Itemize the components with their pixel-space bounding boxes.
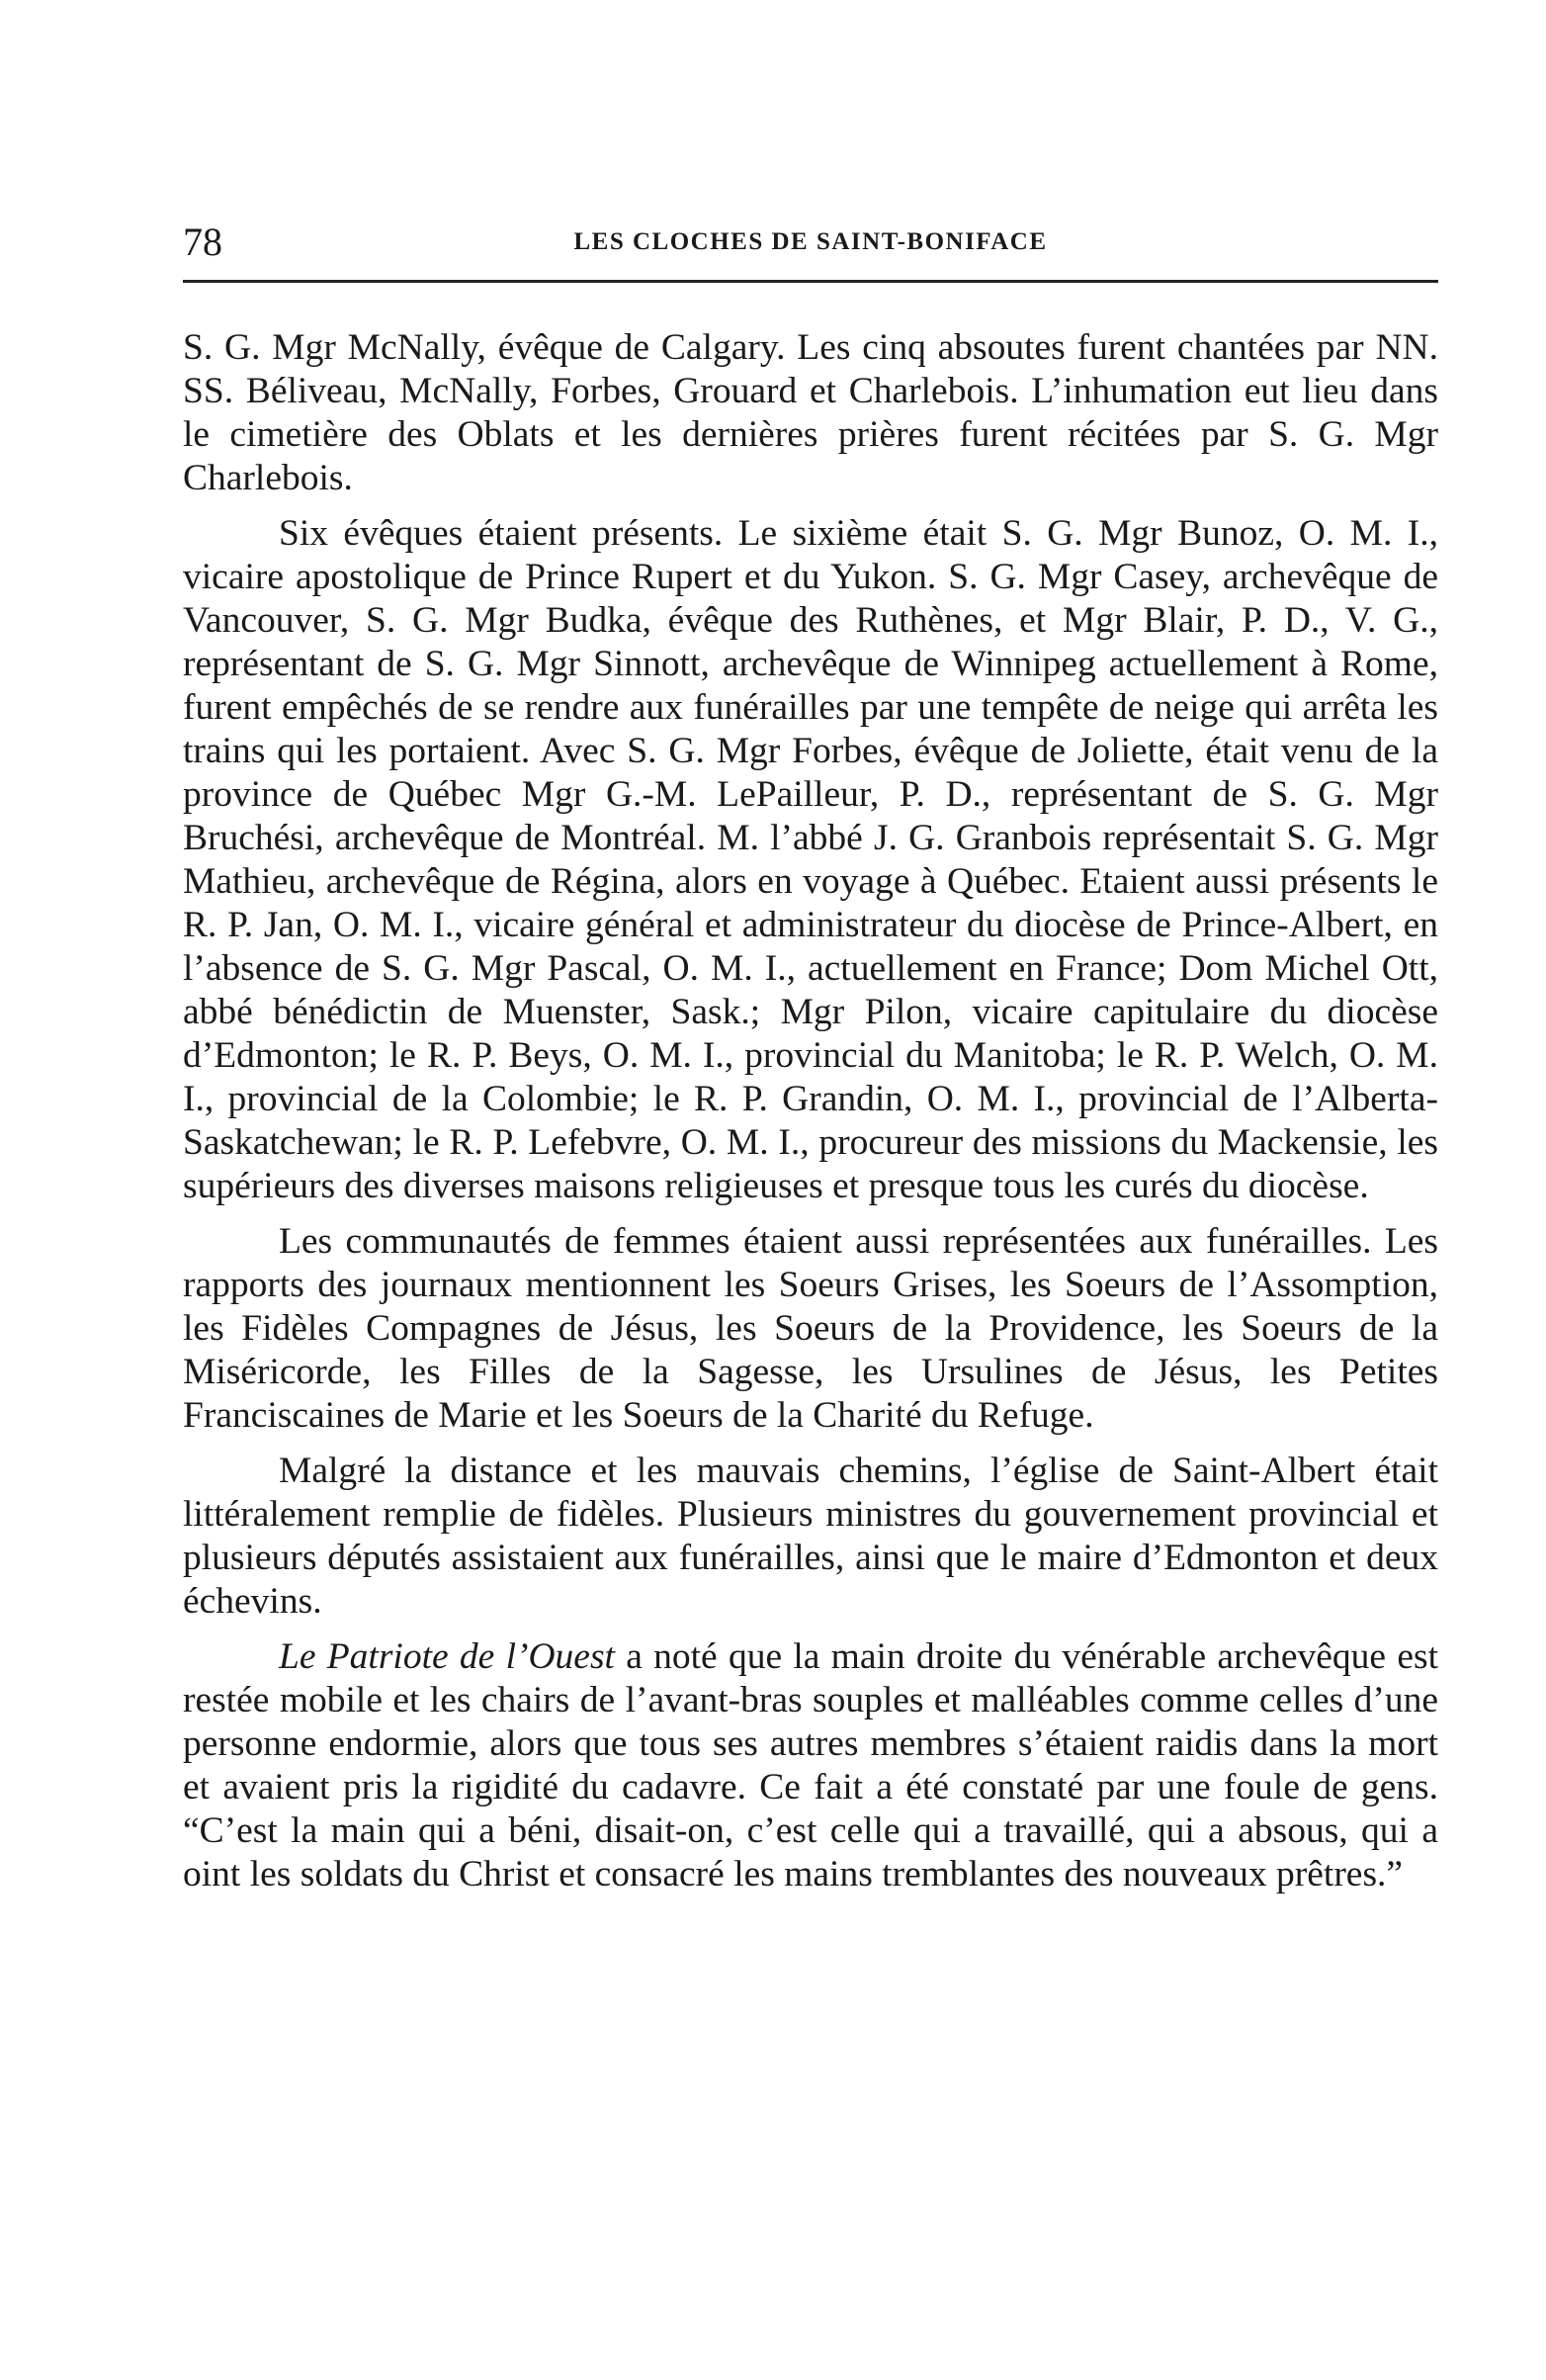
page-header <box>183 213 1438 272</box>
paragraph: Malgré la distance et les mauvais chemins, l’église de Saint-Albert était littéralement remplie de fidèles. Plusieurs ministres du gouvernement provincial et plusieurs députés assistaient aux funérailles, ainsi que le maire d’Edmonton et deux échevins. <box>183 1451 1438 1622</box>
running-title: LES CLOCHES DE SAINT-BONIFACE <box>573 228 1048 255</box>
paragraph: S. G. Mgr McNally, évêque de Calgary. Les cinq absoutes furent chantées par NN. SS. Béliveau, McNally, Forbes, Grouard et Charlebois. L’inhumation eut lieu dans le cimetière des Oblats et les dernières prières furent récitées par S. G. Mgr Charlebois. <box>183 327 1438 498</box>
body-text <box>183 326 1438 1908</box>
paragraph <box>183 1635 1438 1896</box>
paragraph-text: a noté que la main droite du vénérable archevêque est restée mobile et les chairs de l’avant-bras souples et malléables comme celles d’une personne endormie, alors que tous ses autres membres s’étaient raidis dans la mort et avaient pris la rigidité du cadavre. Ce fait a été constaté par une foule de gens. “C’est la main qui a béni, disait-on, c’est celle qui a travaillé, qui a absous, qui a oint les soldats du Christ et consacré les mains tremblantes des nouveaux prêtres.” <box>183 1636 1438 1895</box>
page-number: 78 <box>183 220 222 264</box>
header-rule <box>183 280 1438 283</box>
paragraph: Les communautés de femmes étaient aussi représentées aux funérailles. Les rapports des journaux mentionnent les Soeurs Grises, les Soeurs de l’Assomption, les Fidèles Compagnes de Jésus, les Soeurs de la Providence, les Soeurs de la Miséricorde, les Filles de la Sagesse, les Ursulines de Jésus, les Petites Franciscaines de Marie et les Soeurs de la Charité du Refuge. <box>183 1221 1438 1436</box>
paragraph: Six évêques étaient présents. Le sixième était S. G. Mgr Bunoz, O. M. I., vicaire apostolique de Prince Rupert et du Yukon. S. G. Mgr Casey, archevêque de Vancouver, S. G. Mgr Budka, évêque des Ruthènes, et Mgr Blair, P. D., V. G., représentant de S. G. Mgr Sinnott, archevêque de Winnipeg actuellement à Rome, furent empêchés de se rendre aux funérailles par une tempête de neige qui arrêta les trains qui les portaient. Avec S. G. Mgr Forbes, évêque de Joliette, était venu de la province de Québec Mgr G.-M. LePailleur, P. D., représentant de S. G. Mgr Bruchési, archevêque de Montréal. M. l’abbé J. G. Granbois représentait S. G. Mgr Mathieu, archevêque de Régina, alors en voyage à Québec. Etaient aussi présents le R. P. Jan, O. M. I., vicaire général et administrateur du diocèse de Prince-Albert, en l’absence de S. G. Mgr Pascal, O. M. I., actuellement en France; Dom Michel Ott, abbé bénédictin de Muenster, Sask.; Mgr Pilon, vicaire capitulaire du diocèse d’Edmonton; le R. P. Beys, O. M. I., provincial du Manitoba; le R. P. Welch, O. M. I., provincial de la Colombie; le R. P. Grandin, O. M. I., provincial de l’Alberta-Saskatchewan; le R. P. Lefebvre, O. M. I., procureur des missions du Mackensie, les supérieurs des diverses maisons religieuses et presque tous les curés du diocèse. <box>183 513 1438 1206</box>
newspaper-title: Le Patriote de l’Ouest <box>279 1636 615 1677</box>
